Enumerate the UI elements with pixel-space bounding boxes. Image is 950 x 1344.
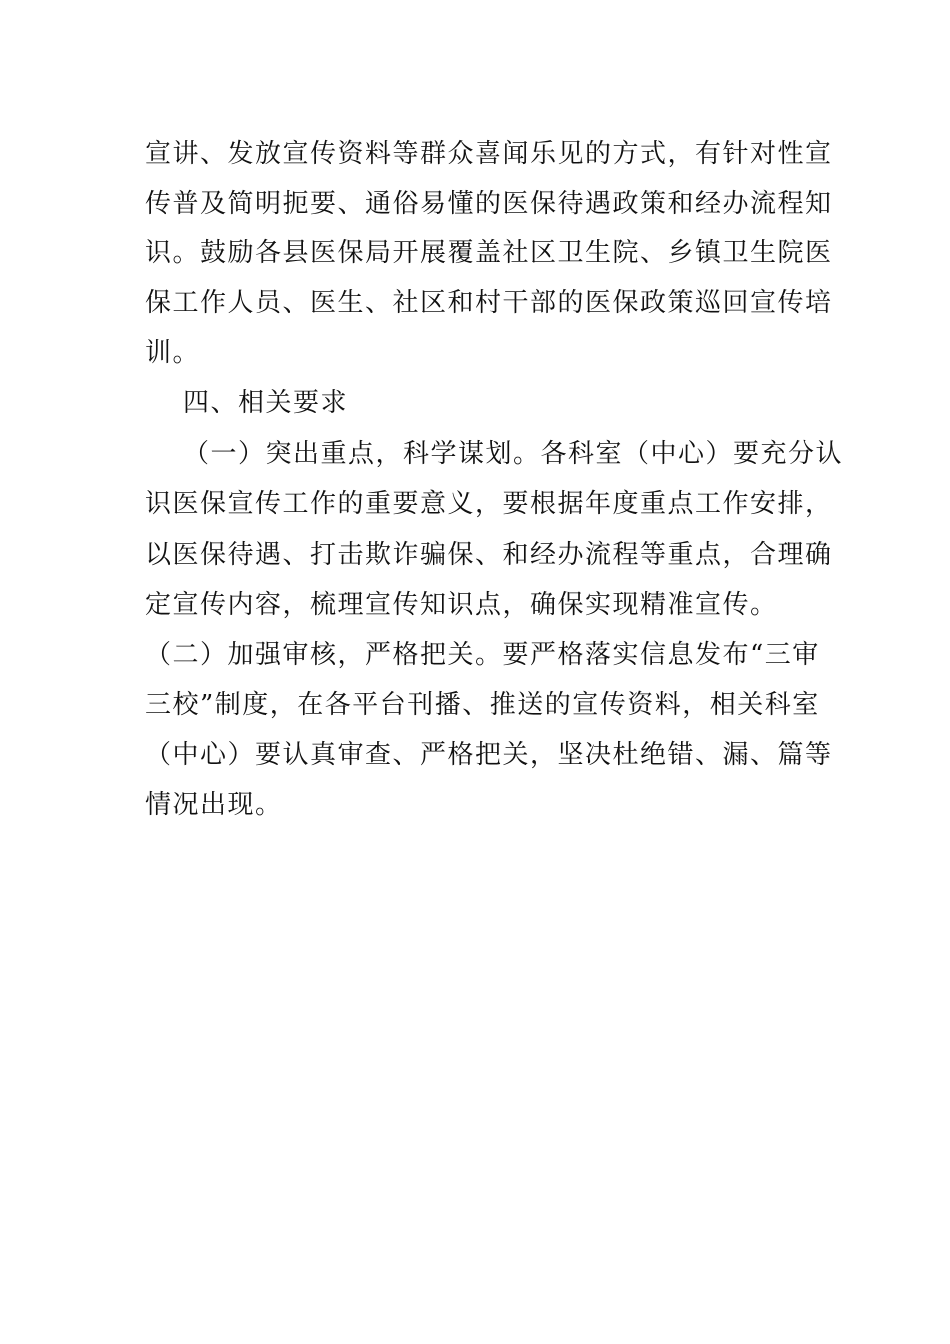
- paragraph-line: 识。鼓励各县医保局开展覆盖社区卫生院、乡镇卫生院医: [145, 238, 833, 268]
- item-line: 定宣传内容，梳理宣传知识点，确保实现精准宣传。: [145, 590, 778, 620]
- item-line: （二）加强审核，严格把关。要严格落实信息发布“三审: [145, 640, 820, 670]
- section-heading: 四、相关要求: [183, 388, 349, 418]
- item-line: （中心）要认真审查、严格把关，坚决杜绝错、漏、篇等: [145, 740, 833, 770]
- paragraph-line: 保工作人员、医生、社区和村干部的医保政策巡回宣传培: [145, 288, 833, 318]
- item-line: （一）突出重点，科学谋划。各科室（中心）要充分认: [183, 439, 844, 469]
- item-line: 以医保待遇、打击欺诈骗保、和经办流程等重点，合理确: [145, 540, 833, 570]
- paragraph-line: 训。: [145, 338, 201, 368]
- paragraph-line: 宣讲、发放宣传资料等群众喜闻乐见的方式，有针对性宣: [145, 139, 833, 169]
- paragraph-line: 传普及简明扼要、通俗易懂的医保待遇政策和经办流程知: [145, 189, 833, 219]
- item-line: 三校”制度，在各平台刊播、推送的宣传资料，相关科室: [145, 690, 820, 720]
- item-line: 识医保宣传工作的重要意义，要根据年度重点工作安排，: [145, 489, 833, 519]
- item-line: 情况出现。: [145, 790, 283, 820]
